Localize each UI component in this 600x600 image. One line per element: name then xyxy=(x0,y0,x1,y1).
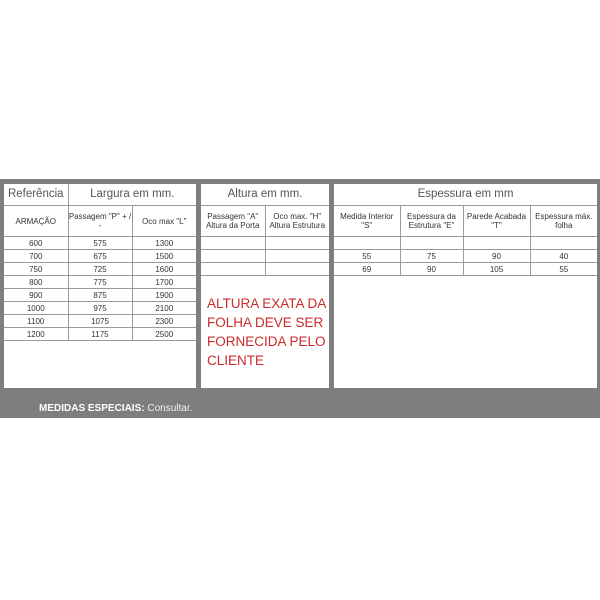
header-espessura: Espessura em mm xyxy=(334,184,597,206)
espessura-estrutura-cell: 75 xyxy=(400,250,463,263)
table-row xyxy=(4,250,196,263)
table-row xyxy=(334,237,597,250)
empty-cell xyxy=(334,237,400,250)
note-line: ALTURA EXATA DA xyxy=(207,296,327,311)
passagem-p-cell: 575 xyxy=(68,237,132,250)
empty-cell xyxy=(265,263,329,276)
passagem-p-cell: 1175 xyxy=(68,328,132,341)
empty-cell xyxy=(201,250,265,263)
header-referencia: Referência xyxy=(4,184,68,206)
ref-cell: 1000 xyxy=(4,302,68,315)
table-row xyxy=(4,328,196,341)
footer-label: MEDIDAS ESPECIAIS: xyxy=(39,403,145,414)
header-altura: Altura em mm. xyxy=(201,184,329,206)
oco-max-l-cell: 2300 xyxy=(132,315,196,328)
ref-cell: 800 xyxy=(4,276,68,289)
table-row xyxy=(201,263,329,276)
table-row xyxy=(4,315,196,328)
oco-max-l-cell: 2500 xyxy=(132,328,196,341)
col-medida-interior-s: Medida Interior "S" xyxy=(334,206,400,237)
ref-cell: 600 xyxy=(4,237,68,250)
col-passagem-a: Passagem "A" Altura da Porta xyxy=(201,206,265,237)
oco-max-l-cell: 1700 xyxy=(132,276,196,289)
table-row xyxy=(4,276,196,289)
col-espessura-max-folha: Espessura máx. folha xyxy=(530,206,597,237)
table-espessura xyxy=(334,184,597,276)
table-row xyxy=(334,263,597,276)
footer-note xyxy=(39,403,192,414)
table-altura xyxy=(201,184,329,276)
subheader-armacao: ARMAÇÃO xyxy=(4,206,68,237)
table-row xyxy=(4,263,196,276)
table-row xyxy=(4,302,196,315)
col-espessura-estrutura-e: Espessura da Estrutura "E" xyxy=(400,206,463,237)
col-passagem-p: Passagem "P" + / - xyxy=(68,206,132,237)
empty-cell xyxy=(400,237,463,250)
passagem-p-cell: 1075 xyxy=(68,315,132,328)
empty-cell xyxy=(201,237,265,250)
passagem-p-cell: 775 xyxy=(68,276,132,289)
table-row xyxy=(4,237,196,250)
col-oco-max-h: Oco max. "H" Altura Estrutura xyxy=(265,206,329,237)
ref-cell: 750 xyxy=(4,263,68,276)
passagem-p-cell: 975 xyxy=(68,302,132,315)
parede-acabada-cell: 90 xyxy=(463,250,530,263)
empty-cell xyxy=(530,237,597,250)
footer-text: Consultar. xyxy=(147,403,193,414)
empty-cell xyxy=(463,237,530,250)
parede-acabada-cell: 105 xyxy=(463,263,530,276)
medida-interior-cell: 55 xyxy=(334,250,400,263)
empty-cell xyxy=(265,237,329,250)
table-row xyxy=(334,250,597,263)
oco-max-l-cell: 2100 xyxy=(132,302,196,315)
altura-note xyxy=(207,294,329,370)
ref-cell: 900 xyxy=(4,289,68,302)
note-line: FORNECIDA PELO xyxy=(207,334,326,349)
table-row xyxy=(4,289,196,302)
passagem-p-cell: 675 xyxy=(68,250,132,263)
espessura-folha-cell: 55 xyxy=(530,263,597,276)
table-referencia-largura xyxy=(4,184,196,341)
note-line: CLIENTE xyxy=(207,353,265,368)
header-largura: Largura em mm. xyxy=(68,184,196,206)
panel-espessura xyxy=(334,184,597,388)
passagem-p-cell: 875 xyxy=(68,289,132,302)
oco-max-l-cell: 1600 xyxy=(132,263,196,276)
ref-cell: 1200 xyxy=(4,328,68,341)
empty-cell xyxy=(265,250,329,263)
passagem-p-cell: 725 xyxy=(68,263,132,276)
espessura-estrutura-cell: 90 xyxy=(400,263,463,276)
table-row xyxy=(201,250,329,263)
col-oco-max-l: Oco max "L" xyxy=(132,206,196,237)
col-parede-acabada-t: Parede Acabada "T" xyxy=(463,206,530,237)
ref-cell: 700 xyxy=(4,250,68,263)
panel-referencia-largura xyxy=(4,184,196,388)
table-row xyxy=(201,237,329,250)
espessura-folha-cell: 40 xyxy=(530,250,597,263)
oco-max-l-cell: 1500 xyxy=(132,250,196,263)
note-line: FOLHA DEVE SER xyxy=(207,315,324,330)
oco-max-l-cell: 1900 xyxy=(132,289,196,302)
medida-interior-cell: 69 xyxy=(334,263,400,276)
empty-cell xyxy=(201,263,265,276)
oco-max-l-cell: 1300 xyxy=(132,237,196,250)
ref-cell: 1100 xyxy=(4,315,68,328)
